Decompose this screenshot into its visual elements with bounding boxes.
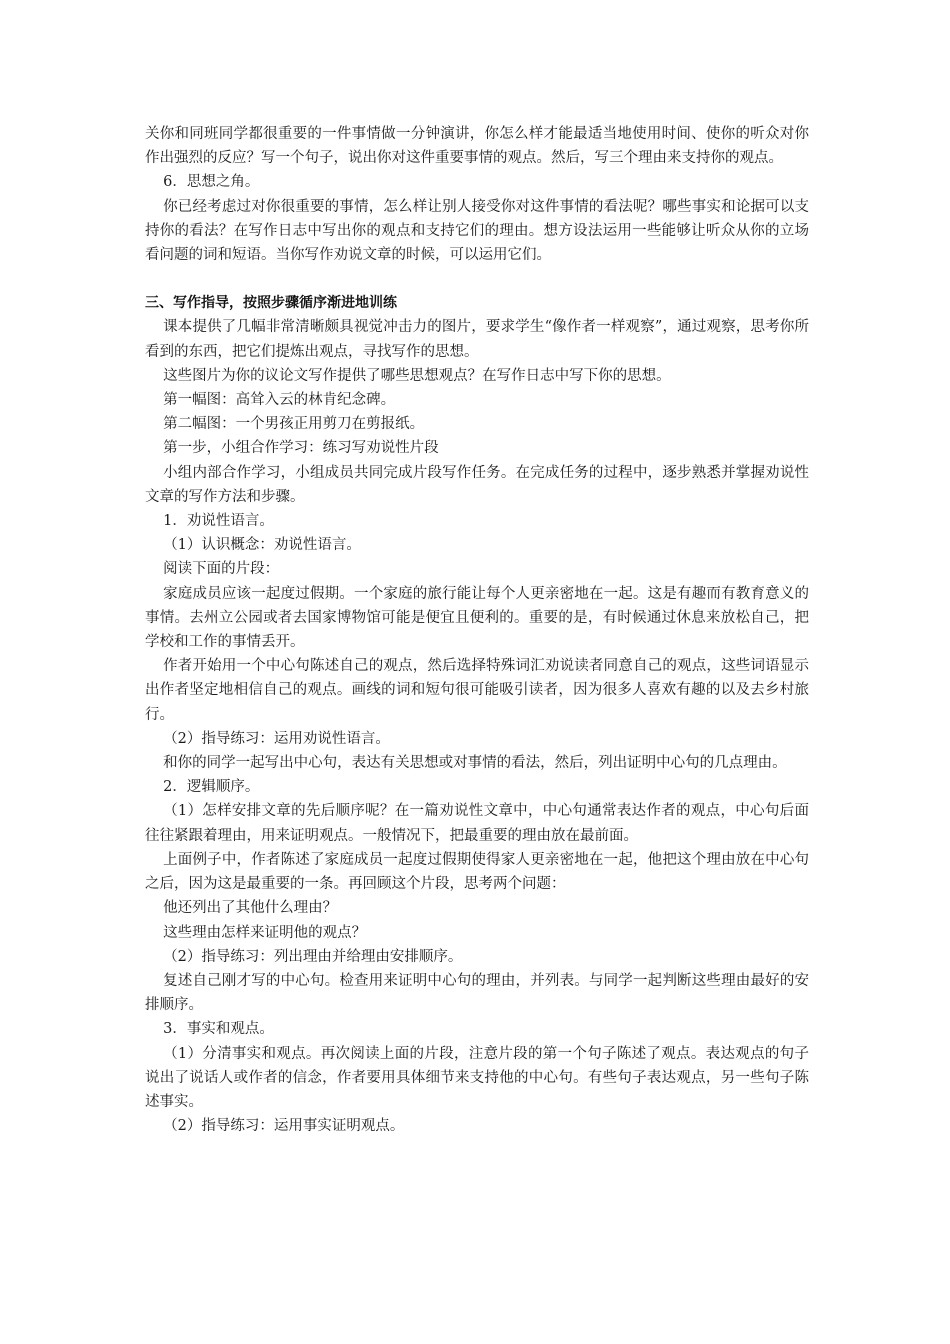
sub-item: （1）分清事实和观点。再次阅读上面的片段，注意片段的第一个句子陈述了观点。表达观点的句子说出了说话人或作者的信念，作者要用具体细节来支持他的中心句。有些句子表达观点，另一些句子陈述事实。 xyxy=(145,1045,809,1110)
paragraph: 作者开始用一个中心句陈述自己的观点，然后选择特殊词汇劝说读者同意自己的观点，这些词语显示出作者坚定地相信自己的观点。画线的词和短句很可能吸引读者，因为很多人喜欢有趣的以及去乡村旅行。 xyxy=(145,658,809,723)
list-item-heading: 3．事实和观点。 xyxy=(163,1021,274,1038)
paragraph: 小组内部合作学习，小组成员共同完成片段写作任务。在完成任务的过程中，逐步熟悉并掌握劝说性文章的写作方法和步骤。 xyxy=(145,464,809,505)
paragraph: 复述自己刚才写的中心句。检查用来证明中心句的理由，并列表。与同学一起判断这些理由最好的安排顺序。 xyxy=(145,972,809,1014)
paragraph: 他还列出了其他什么理由？ xyxy=(163,900,338,917)
sub-item: （2）指导练习：运用事实证明观点。 xyxy=(163,1118,405,1135)
sub-item: （2）指导练习：运用劝说性语言。 xyxy=(163,730,390,747)
paragraph: 上面例子中，作者陈述了家庭成员一起度过假期使得家人更亲密地在一起，他把这个理由放在中心句之后，因为这是最重要的一条。再回顾这个片段，思考两个问题： xyxy=(145,851,809,893)
list-item-heading: 6．思想之角。 xyxy=(163,174,260,191)
paragraph: 这些理由怎样来证明他的观点？ xyxy=(163,924,367,941)
sub-item: （2）指导练习：列出理由并给理由安排顺序。 xyxy=(163,948,463,965)
paragraph: 课本提供了几幅非常清晰颇具视觉冲击力的图片，要求学生“像作者一样观察”，通过观察，思考你所看到的东西，把它们提炼出观点，寻找写作的思想。 xyxy=(145,319,809,360)
paragraph: 第一幅图：高耸入云的林肯纪念碑。 xyxy=(163,392,396,409)
paragraph: 阅读下面的片段： xyxy=(163,561,280,578)
list-item-heading: 2．逻辑顺序。 xyxy=(163,779,260,796)
sub-item: （1）认识概念：劝说性语言。 xyxy=(163,537,361,554)
paragraph: 关你和同班同学都很重要的一件事情做一分钟演讲，你怎么样才能最适当地使用时间、使你的听众对你作出强烈的反应？写一个句子，说出你对这件重要事情的观点。然后，写三个理由来支持你的观点。 xyxy=(145,126,809,167)
paragraph: 这些图片为你的议论文写作提供了哪些思想观点？在写作日志中写下你的思想。 xyxy=(163,367,671,384)
paragraph: 你已经考虑过对你很重要的事情，怎么样让别人接受你对这件事情的看法呢？哪些事实和论据可以支持你的看法？在写作日志中写出你的观点和支持它们的理由。想方设法运用一些能够让听众从你的立场看问题的词和短语。当你写作劝说文章的时候，可以运用它们。 xyxy=(145,198,809,264)
sub-item: （1）怎样安排文章的先后顺序呢？在一篇劝说性文章中，中心句通常表达作者的观点，中心句后面往往紧跟着理由，用来证明观点。一般情况下，把最重要的理由放在最前面。 xyxy=(145,803,809,844)
paragraph: 和你的同学一起写出中心句，表达有关思想或对事情的看法，然后，列出证明中心句的几点理由。 xyxy=(163,755,787,772)
document-page xyxy=(145,122,809,1138)
blank-line xyxy=(145,267,809,291)
section-heading: 三、写作指导，按照步骤循序渐进地训练 xyxy=(145,295,397,312)
paragraph: 第二幅图：一个男孩正用剪刀在剪报纸。 xyxy=(163,416,425,433)
paragraph: 家庭成员应该一起度过假期。一个家庭的旅行能让每个人更亲密地在一起。这是有趣而有教育意义的事情。去州立公园或者去国家博物馆可能是便宜且便利的。重要的是，有时候通过休息来放松自己，把学校和工作的事情丢开。 xyxy=(145,585,809,651)
paragraph: 第一步，小组合作学习：练习写劝说性片段 xyxy=(163,440,439,457)
list-item-heading: 1．劝说性语言。 xyxy=(163,513,274,530)
